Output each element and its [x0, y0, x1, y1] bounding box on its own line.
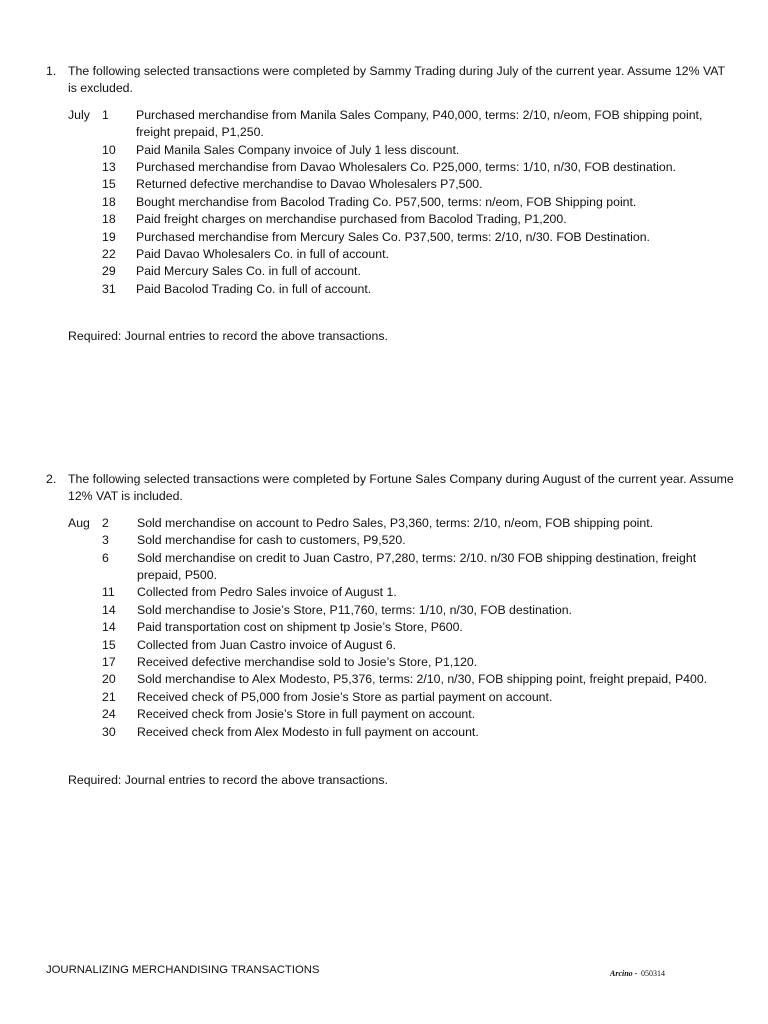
transaction-row [68, 229, 736, 246]
transaction-text: Sold merchandise for cash to customers, P9,520. [137, 533, 406, 548]
transaction-day: 15 [102, 637, 116, 652]
transaction-text: Received check of P5,000 from Josie’s Store as partial payment on account. [137, 689, 553, 704]
transaction-day: 24 [102, 707, 116, 722]
transaction-row [68, 619, 736, 636]
transaction-row [68, 246, 736, 263]
transaction-day: 29 [102, 264, 116, 279]
transaction-text: Paid Manila Sales Company invoice of July 1 less discount. [136, 142, 460, 157]
footer-author: Arcino - [610, 969, 638, 978]
transaction-day: 21 [102, 689, 116, 704]
transaction-text: Purchased merchandise from Manila Sales Company, P40,000, terms: 2/10, n/eom, FOB shipping point, freight prepaid, P1,250. [136, 107, 703, 140]
transaction-day: 15 [102, 177, 116, 192]
transaction-day: 13 [102, 160, 116, 175]
problem-intro [46, 471, 736, 506]
transaction-day: 19 [102, 229, 116, 244]
problem-number: 1. [46, 64, 57, 78]
transaction-text: Purchased merchandise from Mercury Sales Co. P37,500, terms: 2/10, n/30. FOB Destination. [136, 229, 650, 244]
transaction-day: 3 [102, 533, 109, 548]
transaction-row [68, 724, 736, 741]
transaction-day: 14 [102, 602, 116, 617]
required-instruction: Required: Journal entries to record the above transactions. [68, 329, 388, 344]
transaction-text: Received defective merchandise sold to Josie’s Store, P1,120. [137, 655, 478, 670]
problem-2 [46, 471, 736, 790]
transaction-row [68, 654, 736, 671]
transaction-day: 6 [102, 550, 109, 565]
transaction-list [68, 107, 736, 298]
transaction-day: 1 [102, 107, 109, 122]
transaction-row [68, 263, 736, 280]
transaction-row [68, 211, 736, 228]
transaction-text: Paid freight charges on merchandise purchased from Bacolod Trading, P1,200. [136, 212, 567, 227]
transaction-row [68, 194, 736, 211]
transaction-row [68, 532, 736, 549]
transaction-day: 30 [102, 724, 116, 739]
transaction-day: 20 [102, 672, 116, 687]
transaction-day: 22 [102, 247, 116, 262]
transaction-row [68, 689, 736, 706]
transaction-text: Paid Davao Wholesalers Co. in full of account. [136, 247, 389, 262]
footer-code: 050314 [641, 969, 665, 978]
transaction-text: Sold merchandise on credit to Juan Castro, P7,280, terms: 2/10. n/30 FOB shipping destination, freight prepaid, P500. [137, 550, 697, 583]
transaction-row [68, 706, 736, 723]
problem-number: 2. [46, 472, 57, 486]
transaction-text: Sold merchandise to Alex Modesto, P5,376, terms: 2/10, n/30, FOB shipping point, freight prepaid, P400. [137, 672, 708, 687]
transaction-text: Paid Mercury Sales Co. in full of account. [136, 264, 361, 279]
transaction-row [68, 515, 736, 532]
page-footer [46, 962, 726, 978]
transaction-text: Received check from Josie’s Store in full payment on account. [137, 707, 476, 722]
transaction-row [68, 281, 736, 298]
transaction-text: Returned defective merchandise to Davao Wholesalers P7,500. [136, 177, 483, 192]
required-instruction: Required: Journal entries to record the above transactions. [68, 773, 388, 788]
transaction-row [68, 671, 736, 688]
transaction-day: 14 [102, 620, 116, 635]
transaction-day: 11 [102, 585, 115, 600]
transaction-text: Sold merchandise on account to Pedro Sales, P3,360, terms: 2/10, n/eom, FOB shipping point. [137, 515, 654, 530]
month-label: Aug [68, 515, 90, 530]
transaction-day: 31 [102, 281, 116, 296]
footer-title: JOURNALIZING MERCHANDISING TRANSACTIONS [46, 964, 320, 976]
transaction-row [68, 637, 736, 654]
problem-intro-text: The following selected transactions were completed by Sammy Trading during July of the current year. Assume 12% VAT is excluded. [68, 64, 725, 96]
transaction-row [68, 584, 736, 601]
transaction-list [68, 515, 736, 741]
transaction-text: Collected from Juan Castro invoice of August 6. [137, 637, 397, 652]
transaction-day: 17 [102, 655, 116, 670]
transaction-text: Sold merchandise to Josie’s Store, P11,760, terms: 1/10, n/30, FOB destination. [137, 602, 572, 617]
transaction-text: Bought merchandise from Bacolod Trading Co. P57,500, terms: n/eom, FOB Shipping point. [136, 194, 637, 209]
problem-intro-text: The following selected transactions were completed by Fortune Sales Company during August of the current year. Assume 12% VAT is included. [68, 472, 734, 504]
transaction-text: Paid transportation cost on shipment tp Josie’s Store, P600. [137, 620, 463, 635]
month-label: July [68, 107, 90, 122]
transaction-row [68, 602, 736, 619]
transaction-row [68, 107, 736, 142]
transaction-text: Purchased merchandise from Davao Wholesalers Co. P25,000, terms: 1/10, n/30, FOB destination. [136, 160, 676, 175]
transaction-text: Paid Bacolod Trading Co. in full of account. [136, 281, 372, 296]
transaction-text: Received check from Alex Modesto in full payment on account. [137, 724, 479, 739]
transaction-row [68, 176, 736, 193]
transaction-row [68, 550, 736, 585]
transaction-text: Collected from Pedro Sales invoice of August 1. [137, 585, 397, 600]
problem-1 [46, 63, 736, 346]
transaction-day: 18 [102, 194, 116, 209]
transaction-row [68, 159, 736, 176]
transaction-row [68, 142, 736, 159]
transaction-day: 18 [102, 212, 116, 227]
transaction-day: 10 [102, 142, 116, 157]
transaction-day: 2 [102, 515, 109, 530]
problem-intro [46, 63, 736, 98]
